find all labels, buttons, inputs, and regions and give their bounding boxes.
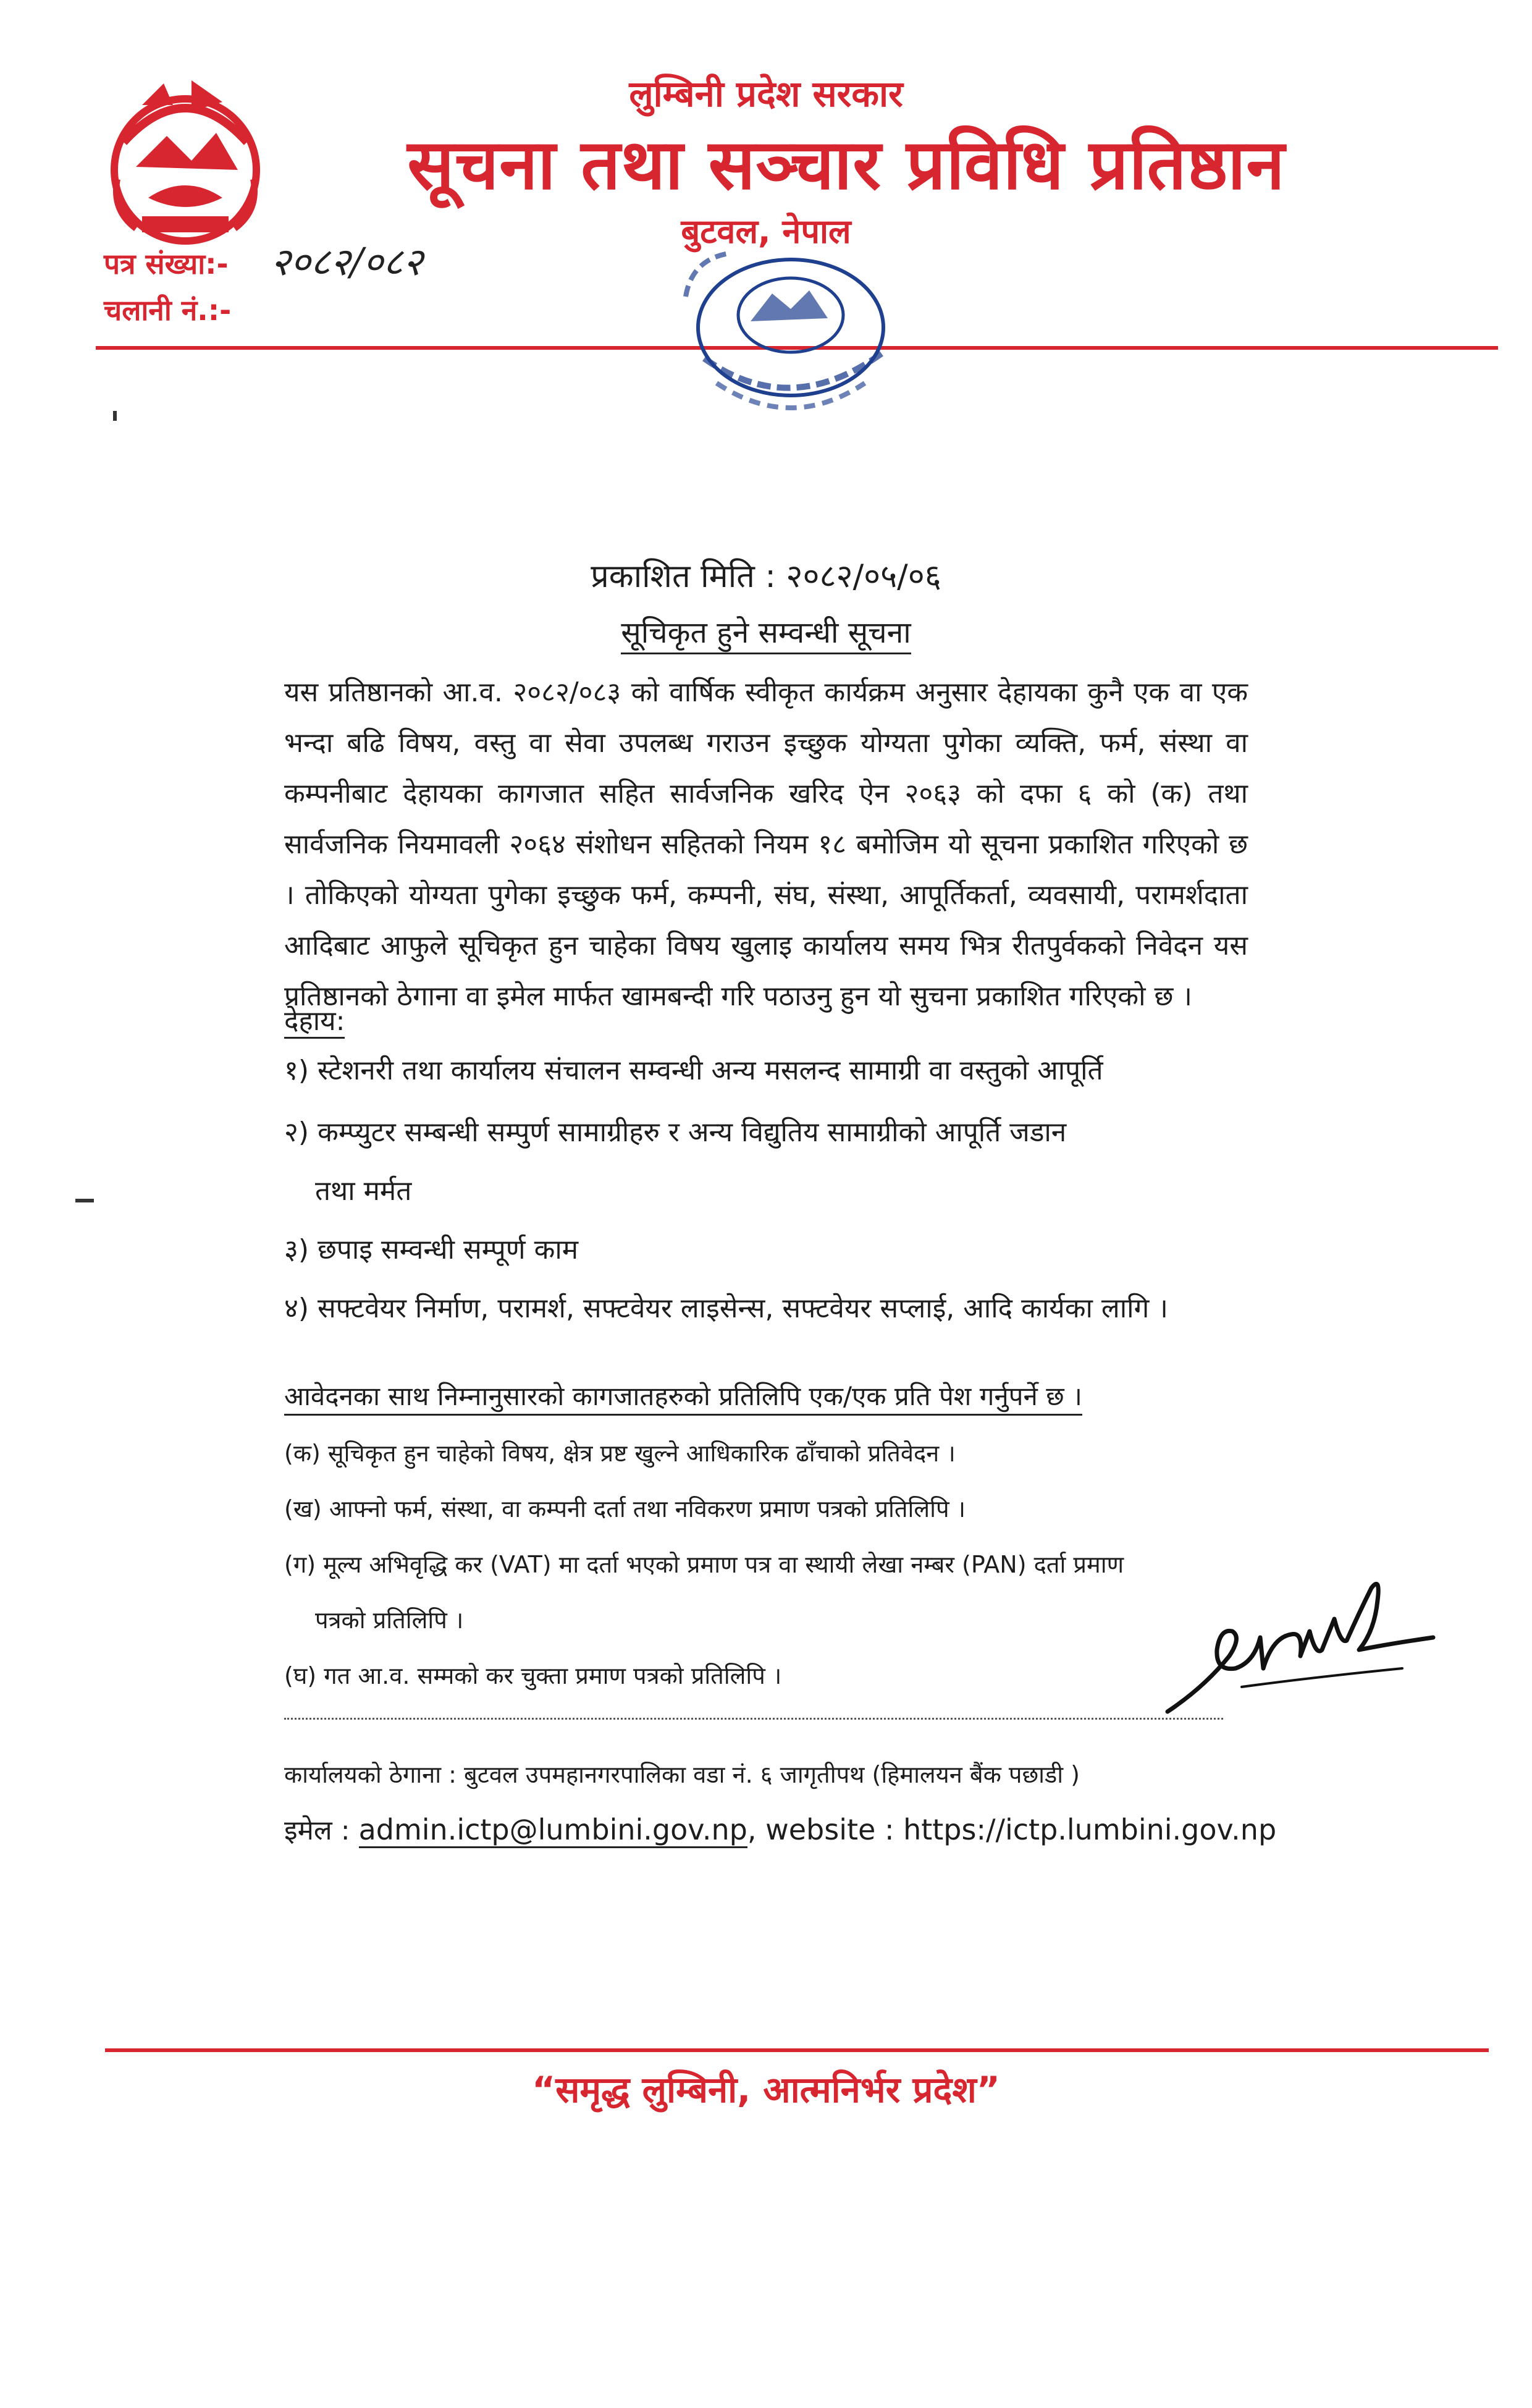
notice-subject bbox=[0, 612, 1532, 652]
scan-mark bbox=[75, 1199, 94, 1202]
requirement-item: (ग) मूल्य अभिवृद्धि कर (VAT) मा दर्ता भएको प्रमाण पत्र वा स्थायी लेखा नम्बर (PAN) दर्ता प्रमाण bbox=[284, 1551, 1124, 1578]
chalani-number-label: चलानी नं.:- bbox=[104, 294, 232, 327]
office-stamp-icon bbox=[649, 235, 933, 439]
requirement-item: (ख) आफ्नो फर्म, संस्था, वा कम्पनी दर्ता तथा नविकरण प्रमाण पत्रको प्रतिलिपि । bbox=[284, 1495, 966, 1523]
list-item: १) स्टेशनरी तथा कार्यालय संचालन सम्वन्धी अन्य मसलन्द सामाग्री वा वस्तुको आपूर्ति bbox=[284, 1055, 1103, 1086]
requirements-title-text: आवेदनका साथ निम्नानुसारको कागजातहरुको प्रतिलिपि एक/एक प्रति पेश गर्नुपर्ने छ । bbox=[284, 1381, 1082, 1416]
scan-mark bbox=[113, 411, 117, 421]
dehay-label bbox=[284, 1001, 345, 1038]
footer-slogan: “समृद्ध लुम्बिनी, आत्मनिर्भर प्रदेश” bbox=[532, 2069, 1000, 2111]
notice-paragraph: यस प्रतिष्ठानको आ.व. २०८२/०८३ को वार्षिक स्वीकृत कार्यक्रम अनुसार देहायका कुनै एक वा एक भन्दा बढि विषय, वस्तु वा सेवा उपलब्ध गराउन इच्छुक योग्यता पुगेका व्यक्ति, फर्म, संस्था वा कम्पनीबाट देहायका कागजात सहित सार्वजनिक खरिद ऐन २०६३ को दफा ६ को (क) तथा सार्वजनिक नियमावली २०६४ संशोधन सहितको नियम १८ बमोजिम यो सूचना प्रकाशित गरिएको छ । तोकिएको योग्यता पुगेका इच्छुक फर्म, कम्पनी, संघ, संस्था, आपूर्तिकर्ता, व्यवसायी, परामर्शदाता आदिबाट आफुले सूचिकृत हुन चाहेका विषय खुलाइ कार्यालय समय भित्र रीतपुर्वकको निवेदन यस प्रतिष्ठानको ठेगाना वा इमेल मार्फत खामबन्दी गरि पठाउनु हुन यो सुचना प्रकाशित गरिएको छ । bbox=[284, 677, 1248, 1012]
notice-subject-text: सूचिकृत हुने सम्वन्धी सूचना bbox=[621, 615, 911, 654]
list-item: २) कम्प्युटर सम्बन्धी सम्पुर्ण सामाग्रीहरु र अन्य विद्युतिय सामाग्रीको आपूर्ति जडान bbox=[284, 1117, 1067, 1148]
list-item-continuation: तथा मर्मत bbox=[315, 1175, 412, 1207]
publish-date: प्रकाशित मिति : २०८२/०५/०६ bbox=[591, 558, 941, 595]
handwritten-signature-icon bbox=[1155, 1563, 1446, 1724]
city-subtitle: बुटवल, नेपाल bbox=[681, 212, 851, 251]
dotted-separator bbox=[284, 1718, 1223, 1720]
requirements-title bbox=[284, 1378, 1082, 1413]
patra-number-value: २०८२/०८२ bbox=[271, 239, 423, 284]
dehay-label-text: देहाय: bbox=[284, 1005, 345, 1039]
province-title: लुम्बिनी प्रदेश सरकार bbox=[629, 73, 903, 115]
email-link[interactable]: admin.ictp@lumbini.gov.np bbox=[359, 1813, 747, 1848]
requirement-item: (घ) गत आ.व. सम्मको कर चुक्ता प्रमाण पत्रको प्रतिलिपि । bbox=[284, 1662, 782, 1689]
organization-title: सूचना तथा सञ्चार प्रविधि प्रतिष्ठान bbox=[407, 125, 1286, 205]
patra-number-label: पत्र संख्या:- bbox=[104, 247, 229, 281]
email-label: इमेल : bbox=[284, 1815, 350, 1846]
list-item: ४) सफ्टवेयर निर्माण, परामर्श, सफ्टवेयर लाइसेन्स, सफ्टवेयर सप्लाई, आदि कार्यका लागि । bbox=[284, 1293, 1168, 1324]
footer-divider bbox=[105, 2048, 1489, 2052]
contact-line bbox=[284, 1810, 1276, 1848]
website-label: , website : bbox=[747, 1813, 904, 1846]
requirement-item-continuation: पत्रको प्रतिलिपि । bbox=[315, 1607, 464, 1634]
office-address: कार्यालयको ठेगाना : बुटवल उपमहानगरपालिका वडा नं. ६ जागृतीपथ (हिमालयन बैंक पछाडी ) bbox=[284, 1761, 1080, 1788]
requirement-item: (क) सूचिकृत हुन चाहेको विषय, क्षेत्र प्रष्ट खुल्ने आधिकारिक ढाँचाको प्रतिवेदन । bbox=[284, 1440, 956, 1467]
website-link[interactable]: https://ictp.lumbini.gov.np bbox=[903, 1813, 1277, 1846]
list-item: ३) छपाइ सम्वन्धी सम्पूर्ण काम bbox=[284, 1234, 579, 1265]
